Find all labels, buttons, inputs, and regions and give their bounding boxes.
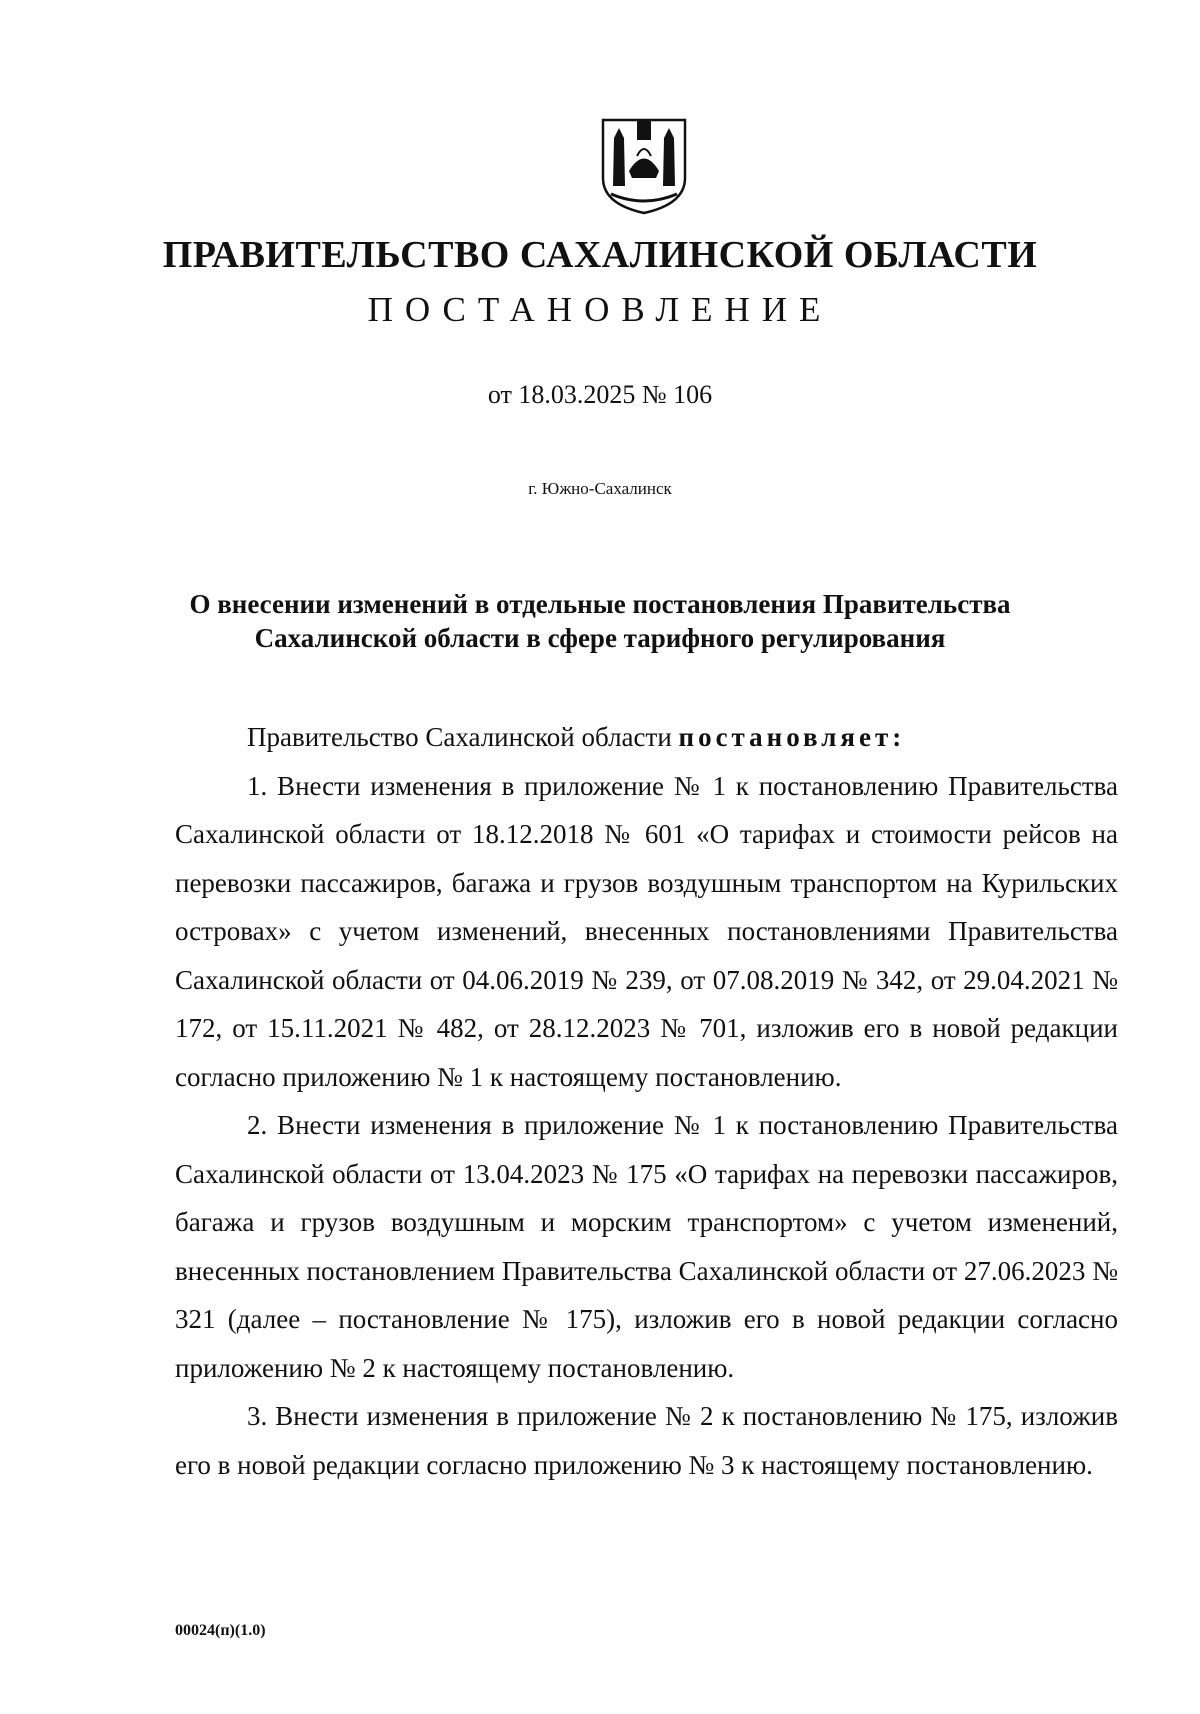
resolution-item-2: 2. Внести изменения в приложение № 1 к постановлению Правительства Сахалинской области от 13.04.2023 № 175 «О тарифах на перевозки пассажиров, багажа и грузов воздушным и морским транспортом» с учетом изменений, внесенных постановлением Правительства Сахалинской области от 27.06.2023 № 321 (далее – постановление № 175), изложив его в новой редакции согласно приложению № 2 к настоящему постановлению. <box>175 1110 1118 1383</box>
form-code: 00024(п)(1.0) <box>175 1622 266 1639</box>
document-subject <box>0 587 1200 655</box>
resolution-item-3: 3. Внести изменения в приложение № 2 к постановлению № 175, изложив его в новой редакции согласно приложению № 3 к настоящему постановлению. <box>175 1401 1118 1480</box>
subject-line-1: О внесении изменений в отдельные постановления Правительства <box>189 589 1011 619</box>
document-type: ПОСТАНОВЛЕНИЕ <box>367 290 833 329</box>
resolution-item-1: 1. Внести изменения в приложение № 1 к постановлению Правительства Сахалинской области от 18.12.2018 № 601 «О тарифах и стоимости рейсов на перевозки пассажиров, багажа и грузов воздушным транспортом на Курильских островах» с учетом изменений, внесенных постановлениями Правительства Сахалинской области от 04.06.2019 № 239, от 07.08.2019 № 342, от 29.04.2021 № 172, от 15.11.2021 № 482, от 28.12.2023 № 701, изложив его в новой редакции согласно приложению № 1 к настоящему постановлению. <box>175 770 1118 1092</box>
intro-prefix: Правительство Сахалинской области <box>247 722 672 752</box>
sakhalin-coat-of-arms-icon <box>599 116 689 216</box>
intro-keyword: постановляет: <box>678 722 906 752</box>
government-title: ПРАВИТЕЛЬСТВО САХАЛИНСКОЙ ОБЛАСТИ <box>162 234 1038 276</box>
document-place: г. Южно-Сахалинск <box>528 479 672 498</box>
subject-line-2: Сахалинской области в сфере тарифного регулирования <box>254 623 946 653</box>
document-date-number: от 18.03.2025 № 106 <box>487 380 713 409</box>
resolution-intro <box>175 713 1118 762</box>
document-body <box>175 713 1118 1489</box>
